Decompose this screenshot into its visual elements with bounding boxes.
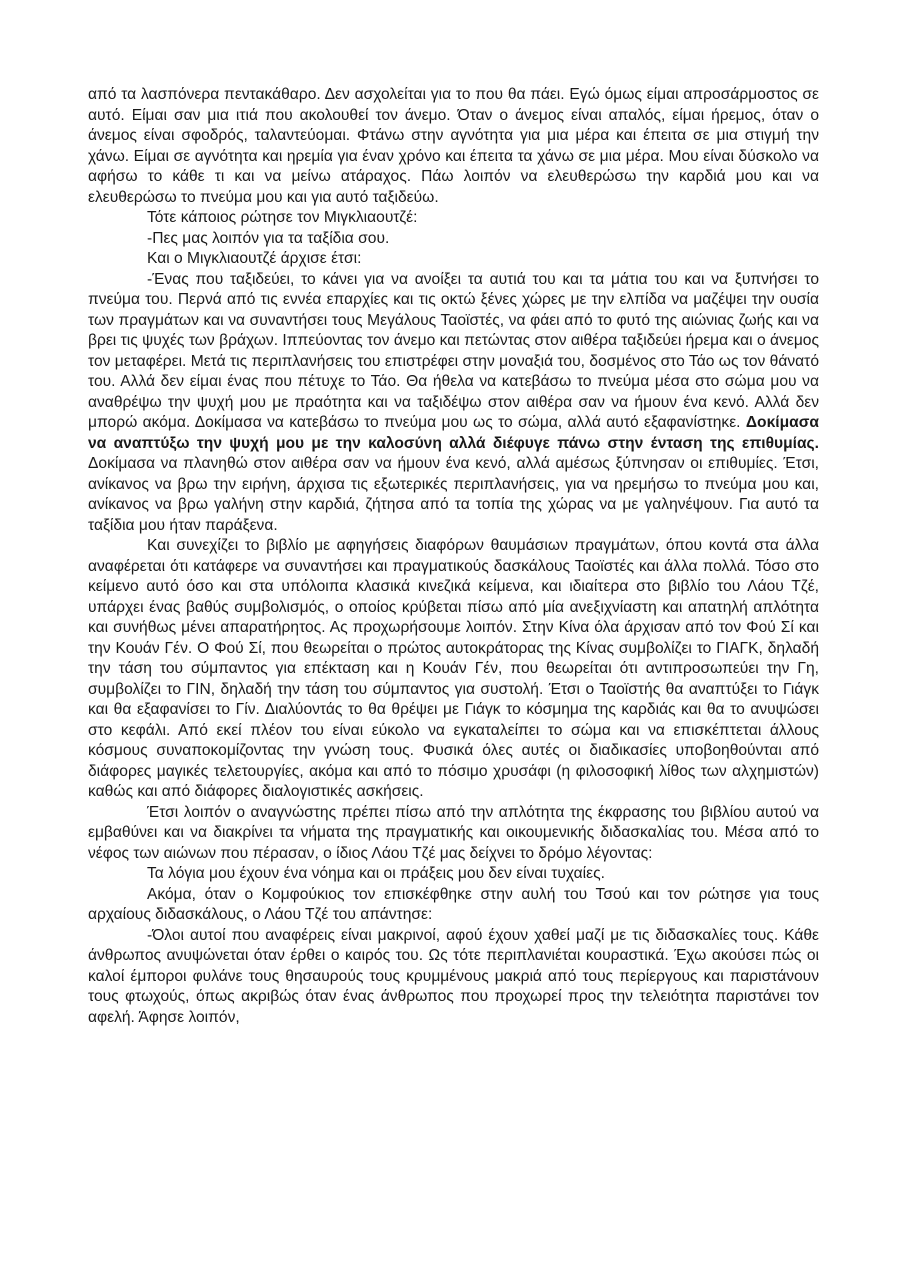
paragraph-text: Και ο Μιγκλιαουτζέ άρχισε έτσι:: [147, 250, 362, 267]
paragraph-9: [88, 885, 819, 926]
paragraph-1: [88, 85, 819, 208]
paragraph-text: Δοκίμασα να πλανηθώ στον αιθέρα σαν να ήμουν ένα κενό, αλλά αμέσως ξύπνησαν οι επιθυμίες. Έτσι, ανίκανος να βρω την ειρήνη, άρχισα τις εξωτερικές περιπλανήσεις, για να ηρεμήσω το πνεύμα μου και, ανίκανος να βρω γαλήνη στην καρδιά, ζήτησα από τα τοπία της χώρας να με γαληνέψουν. Για αυτό τα ταξίδια μου ήταν παράξενα.: [88, 455, 819, 534]
paragraph-2: [88, 208, 819, 229]
paragraph-text: Ακόμα, όταν ο Κομφούκιος τον επισκέφθηκε στην αυλή του Τσού και τον ρώτησε για τους αρχαίους διδασκάλους, ο Λάου Τζέ του απάντησε:: [88, 885, 819, 923]
document-page: [88, 85, 819, 1028]
paragraph-3: [88, 229, 819, 250]
paragraph-8-quote: [88, 864, 819, 885]
paragraph-text: από τα λασπόνερα πεντακάθαρο. Δεν ασχολείται για το που θα πάει. Εγώ όμως είμαι απροσάρμοστος σε αυτό. Είμαι σαν μια ιτιά που ακολουθεί τον άνεμο. Όταν ο άνεμος είναι απαλός, είμαι ήρεμος, όταν ο άνεμος είναι σφοδρός, ταλαντεύομαι. Φτάνω στην αγνότητα για μια μέρα και έπειτα σε μια στιγμή την χάνω. Είμαι σε αγνότητα και ηρεμία για έναν χρόνο και έπειτα τα χάνω σε μια μέρα. Μου είναι δύσκολο να αφήσω το κάθε τι και να μείνω ατάραχος. Πάω λοιπόν να ελευθερώσω την καρδιά μου και να ελευθερώσω το πνεύμα μου και για αυτό ταξιδεύω.: [88, 86, 819, 206]
paragraph-7: [88, 803, 819, 865]
paragraph-5: [88, 270, 819, 537]
paragraph-6: [88, 536, 819, 803]
paragraph-4: [88, 249, 819, 270]
bold-phrase: Δοκίμασα να αναπτύξω την ψυχή μου με την καλοσύνη αλλά διέφυγε πάνω στην ένταση της επιθυμίας.: [88, 414, 819, 452]
paragraph-text: -Ένας που ταξιδεύει, το κάνει για να ανοίξει τα αυτιά του και τα μάτια του και να ξυπνήσει το πνεύμα του. Περνά από τις εννέα επαρχίες και τις οκτώ ξένες χώρες με την ελπίδα να μαζέψει την ουσία των πραγμάτων και να συναντήσει τους Μεγάλους Ταοϊστές, να φάει από το φυτό της αιώνιας ζωής και να βρει τις ψυχές των βράχων. Ιππεύοντας τον άνεμο και πετώντας στον αιθέρα ταξιδεύει ήρεμα και ο άνεμος τον μεταφέρει. Μετά τις περιπλανήσεις του επιστρέφει στην μοναξιά του, δοσμένος στο Τάο ως τον θάνατό του. Αλλά δεν είμαι ένας που πέτυχε το Τάο. Θα ήθελα να κατεβάσω το πνεύμα μέσα στο σώμα μου να αναθρέψω την ψυχή μου με πραότητα και να ταξιδέψω στον αιθέρα σαν να ήμουν ένα κενό. Αλλά δεν μπορώ ακόμα. Δοκίμασα να κατεβάσω το πνεύμα μου ως το σώμα, αλλά αυτό εξαφανίστηκε.: [88, 270, 819, 431]
paragraph-text: Τα λόγια μου έχουν ένα νόημα και οι πράξεις μου δεν είναι τυχαίες.: [147, 865, 605, 882]
paragraph-text: Και συνεχίζει το βιβλίο με αφηγήσεις διαφόρων θαυμάσιων πραγμάτων, όπου κοντά στα άλλα αναφέρεται ότι κατάφερε να συναντήσει και πραγματικούς δασκάλους Ταοϊστές και άλλα πολλά. Τόσο στο κείμενο αυτό όσο και στα υπόλοιπα κλασικά κινεζικά κείμενα, και ιδιαίτερα στο βιβλίο του Λάου Τζέ, υπάρχει ένας βαθύς συμβολισμός, ο οποίος κρύβεται πίσω από μία ανεξιχνίαστη και απατηλή απλότητα και συνήθως μένει απαρατήρητος. Ας προχωρήσουμε λοιπόν. Στην Κίνα όλα άρχισαν από τον Φού Σί και την Κουάν Γέν. Ο Φού Σί, που θεωρείται ο πρώτος αυτοκράτορας της Κίνας συμβολίζει το ΓΙΑΓΚ, δηλαδή την τάση του σύμπαντος για επέκταση και η Κουάν Γέν, που θεωρείται ότι αντιπροσωπεύει την Γη, συμβολίζει το ΓΙΝ, δηλαδή την τάση του σύμπαντος για συστολή. Έτσι ο Ταοϊστής θα αναπτύξει το Γιάγκ και θα εξαφανίσει το Γίν. Διαλύοντάς το θα θρέψει με Γιάγκ το κόσμημα της καρδιάς και θα το ανυψώσει στο κεφάλι. Από εκεί πλέον του είναι εύκολο να εγκαταλείπει το σώμα και να επισκέπτεται άλλους κόσμους συναποκομίζοντας την γνώση τους. Φυσικά όλες αυτές οι διαδικασίες υποβοηθούνται από διάφορες μαγικές τελετουργίες, ακόμα και από το πόσιμο χρυσάφι (η φιλοσοφική λίθος των αλχημιστών) καθώς και από διάφορες διαλογιστικές ασκήσεις.: [88, 537, 819, 800]
paragraph-text: Τότε κάποιος ρώτησε τον Μιγκλιαουτζέ:: [147, 209, 418, 226]
paragraph-text: -Πες μας λοιπόν για τα ταξίδια σου.: [147, 229, 390, 247]
paragraph-text: Έτσι λοιπόν ο αναγνώστης πρέπει πίσω από την απλότητα της έκφρασης του βιβλίου αυτού να εμβαθύνει και να διακρίνει τα νήματα της πραγματικής και οικουμενικής διδασκαλίας του. Μέσα από το νέφος των αιώνων που πέρασαν, ο ίδιος Λάου Τζέ μας δείχνει το δρόμο λέγοντας:: [88, 803, 819, 862]
paragraph-10: [88, 926, 819, 1029]
paragraph-text: -Όλοι αυτοί που αναφέρεις είναι μακρινοί, αφού έχουν χαθεί μαζί με τις διδασκαλίες τους. Κάθε άνθρωπος ανυψώνεται όταν έρθει ο καιρός του. Ως τότε περιπλανιέται κουραστικά. Έχω ακούσει πώς οι καλοί έμποροι φυλάνε τους θησαυρούς τους κρυμμένους μακριά από τους περίεργους και παριστάνουν τους φτωχούς, όπως ακριβώς όταν ένας άνθρωπος που προχωρεί προς την τελειότητα παριστάνει τον αφελή. Άφησε λοιπόν,: [88, 926, 819, 1026]
